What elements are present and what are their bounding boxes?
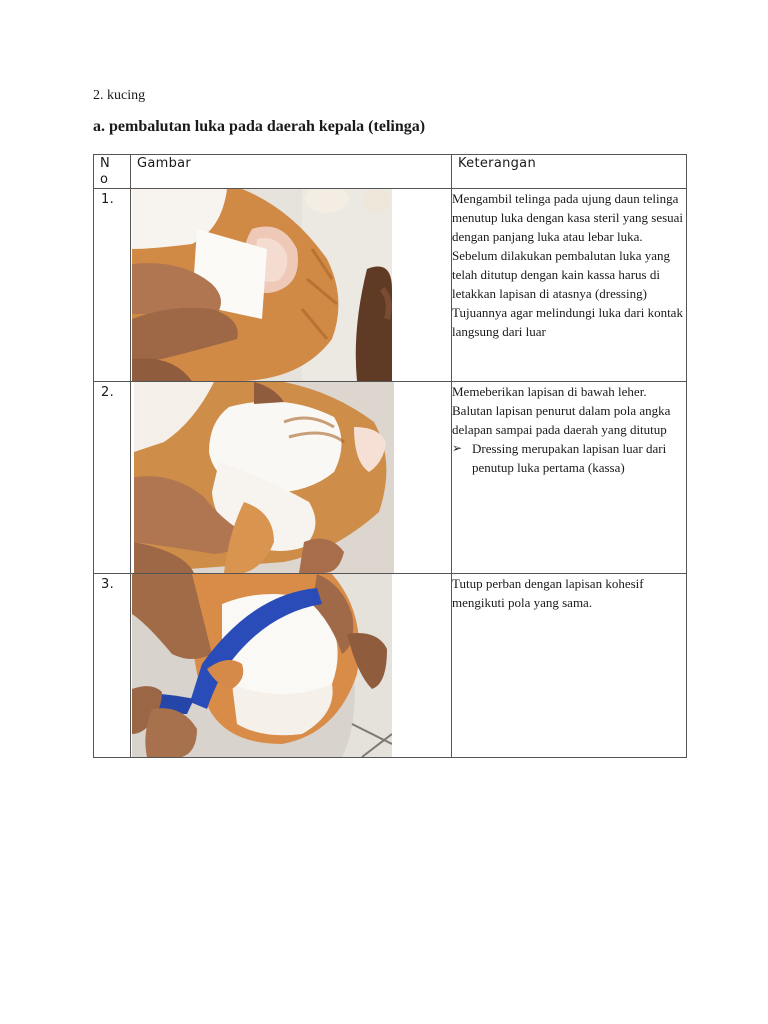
description-cell bbox=[452, 382, 687, 574]
description-cell bbox=[452, 574, 687, 758]
header-no-label: No bbox=[100, 156, 111, 187]
cat-neck-wrap-photo-icon bbox=[134, 382, 394, 573]
description-text: Tutup perban dengan lapisan kohesif mengikuti pola yang sama. bbox=[452, 576, 644, 610]
page-heading: a. pembalutan luka pada daerah kepala (telinga) bbox=[93, 118, 426, 135]
header-description-label: Keterangan bbox=[458, 156, 536, 171]
section-label: 2. kucing bbox=[93, 88, 146, 103]
header-image bbox=[131, 155, 452, 189]
header-description bbox=[452, 155, 687, 189]
description-text: Memeberikan lapisan di bawah leher. Balutan lapisan penurut dalam pola angka delapan sampai pada daerah yang ditutup bbox=[452, 384, 671, 437]
cat-ear-bandage-photo-icon bbox=[132, 189, 392, 381]
row-number-cell bbox=[94, 382, 131, 574]
row-number: 3. bbox=[101, 577, 115, 592]
image-cell bbox=[131, 382, 452, 574]
table-header-row bbox=[94, 155, 687, 189]
header-no bbox=[94, 155, 131, 189]
arrow-bullet-icon: ➢ bbox=[452, 441, 463, 455]
description-text: Mengambil telinga pada ujung daun telinga menutup luka dengan kasa steril yang sesuai dengan panjang luka atau lebar luka. Sebelum dilakukan pembalutan luka yang telah ditutup dengan kain kassa harus di letakkan lapisan di atasnya (dressing) Tujuannya agar melindungi luka dari kontak langsung dari luar bbox=[452, 191, 684, 339]
list-item bbox=[452, 439, 686, 477]
cat-cohesive-bandage-photo-icon bbox=[132, 574, 392, 757]
table-row bbox=[94, 189, 687, 382]
bullet-text: Dressing merupakan lapisan luar dari penutup luka pertama (kassa) bbox=[472, 441, 667, 475]
table-row bbox=[94, 574, 687, 758]
header-image-label: Gambar bbox=[137, 156, 192, 171]
row-number-cell bbox=[94, 574, 131, 758]
bullet-list bbox=[452, 439, 686, 477]
description-cell bbox=[452, 189, 687, 382]
row-number: 1. bbox=[101, 192, 115, 207]
row-number-cell bbox=[94, 189, 131, 382]
image-cell bbox=[131, 189, 452, 382]
table-row bbox=[94, 382, 687, 574]
bandaging-steps-table bbox=[93, 154, 687, 758]
row-number: 2. bbox=[101, 385, 115, 400]
image-cell bbox=[131, 574, 452, 758]
